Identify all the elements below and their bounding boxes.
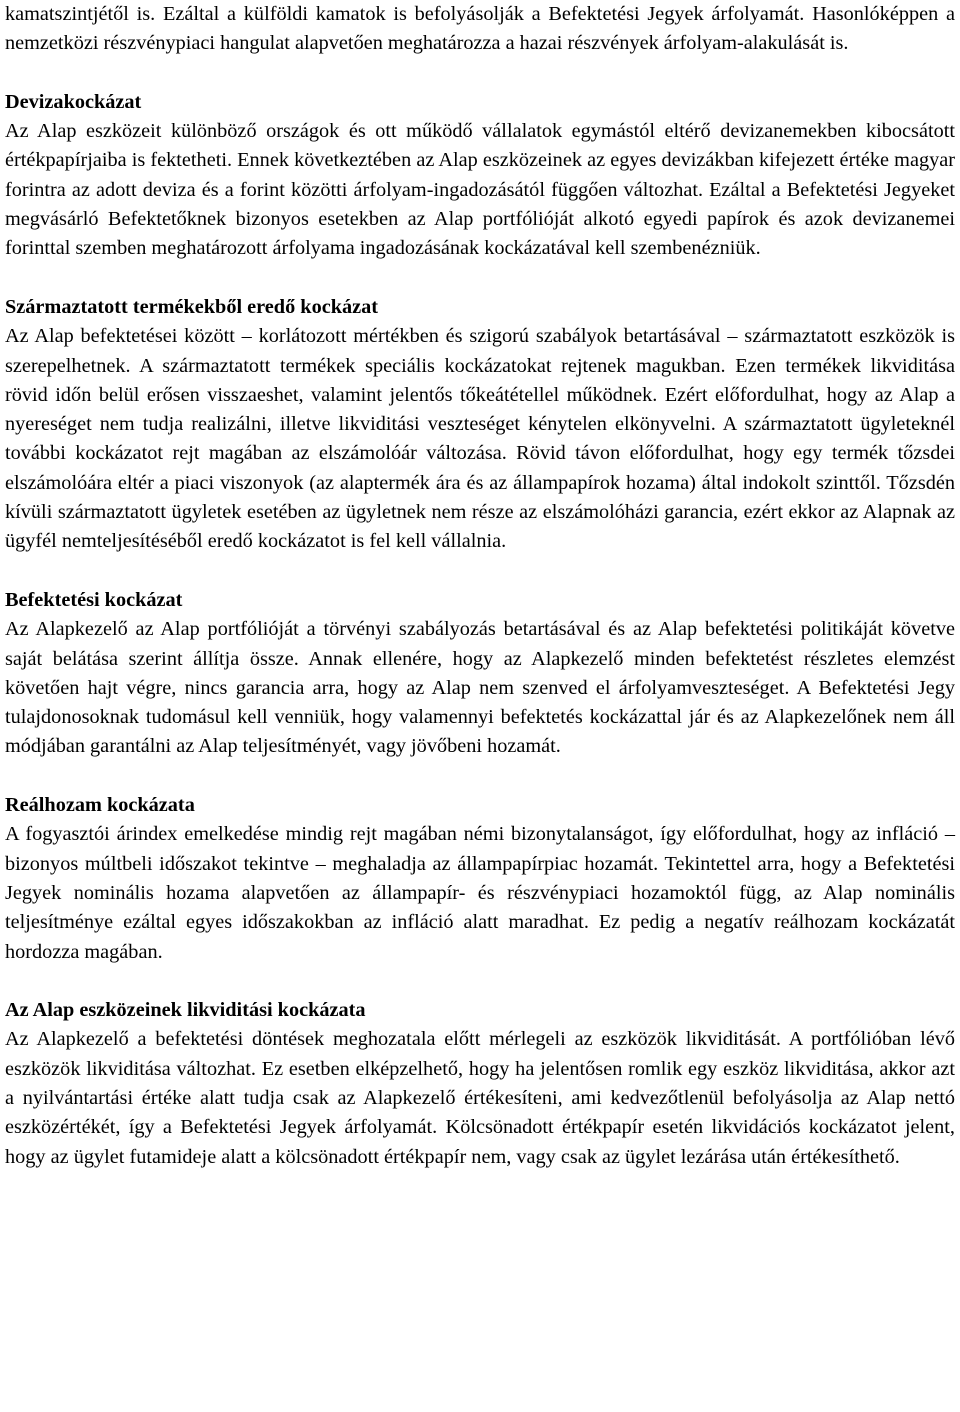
section-heading: Az Alap eszközeinek likviditási kockázata: [5, 999, 366, 1022]
section-paragraph: Az Alapkezelő a befektetési döntések meghozatala előtt mérlegeli az eszközök likviditását. A portfólióban lévő eszközök likviditása változhat. Ez esetben elképzelhető, hogy ha jelentősen romlik egy eszköz likviditása, akkor azt a nyilvántartási értéke alatt tudja csak az Alapkezelő értékesíteni, ami kedvezőtlenül befolyásolja az Alap nettó eszközértékét, így a Befektetési Jegyek árfolyamát. Kölcsönadott értékpapír esetén likvidációs kockázatot jelent, hogy az ügylet futamideje alatt a kölcsönadott értékpapír nem, vagy csak az ügylet lezárása után értékesíthető.: [5, 1028, 955, 1168]
section-realhozam-kockazata: [5, 791, 955, 967]
section-szarmaztatott-termekek: [5, 293, 955, 557]
section-heading: Származtatott termékekből eredő kockázat: [5, 295, 379, 318]
section-befektetesi-kockazat: [5, 586, 955, 762]
section-paragraph: Az Alapkezelő az Alap portfólióját a törvényi szabályozás betartásával és az Alap befektetési politikáját követve saját belátása szerint állítja össze. Annak ellenére, hogy az Alapkezelő minden befektetést részletes elemzést követően hajt végre, nincs garancia arra, hogy az Alap nem szenved el árfolyamveszteséget. A Befektetési Jegy tulajdonosoknak tudomásul kell venniük, hogy valamennyi befektetés kockázattal jár és az Alapkezelőnek nem áll módjában garantálni az Alap teljesítményét, vagy jövőbeni hozamát.: [5, 618, 955, 758]
section-heading: Devizakockázat: [5, 90, 142, 113]
section-devizakockazat: [5, 88, 955, 264]
section-likviditasi-kockazat: [5, 996, 955, 1172]
intro-paragraph: kamatszintjétől is. Ezáltal a külföldi kamatok is befolyásolják a Befektetési Jegyek árfolyamát. Hasonlóképpen a nemzetközi részvénypiaci hangulat alapvetően meghatározza a hazai részvények árfolyam-alakulását is.: [5, 3, 955, 55]
section-heading: Reálhozam kockázata: [5, 794, 195, 817]
section-paragraph: Az Alap eszközeit különböző országok és ott működő vállalatok egymástól eltérő devizanemekben kibocsátott értékpapírjaiba is fektetheti. Ennek következtében az Alap eszközeinek az egyes devizákban kifejezett értéke magyar forintra az adott deviza és a forint közötti árfolyam-ingadozásától függően változhat. Ezáltal a Befektetési Jegyeket megvásárló Befektetőknek bizonyos esetekben az Alap portfólióját alkotó egyedi papírok és azok devizanemei forinttal szemben meghatározott árfolyama ingadozásának kockázatával kell szembenézniük.: [5, 120, 955, 260]
section-paragraph: Az Alap befektetései között – korlátozott mértékben és szigorú szabályok betartásával – származtatott eszközök is szerepelhetnek. A származtatott termékek speciális kockázatokat rejtenek magukban. Ezen termékek likviditása rövid időn belül erősen visszaeshet, valamint jelentős tőkeátétellel működnek. Ezért előfordulhat, hogy az Alap a nyereséget nem tudja realizálni, illetve likviditási veszteséget kénytelen elkönyvelni. A származtatott ügyleteknél további kockázatot rejt magában az elszámolóár változása. Rövid távon előfordulhat, hogy egy termék tőzsdei elszámolóára eltér a piaci viszonyok (az alaptermék ára és az állampapírok hozama) által indokolt szinttől. Tőzsdén kívüli származtatott ügyletek esetében az ügyletnek nem része az elszámolóházi garancia, ezért ekkor az Alapnak az ügyfél nemteljesítéséből eredő kockázatot is fel kell vállalnia.: [5, 325, 955, 553]
section-heading: Befektetési kockázat: [5, 588, 183, 611]
section-paragraph: A fogyasztói árindex emelkedése mindig rejt magában némi bizonytalanságot, így előfordulhat, hogy az infláció – bizonyos múltbeli időszakot tekintve – meghaladja az állampapírpiac hozamát. Tekintettel arra, hogy a Befektetési Jegyek nominális hozama alapvetően az állampapír- és részvénypiaci hozamoktól függ, az Alap nominális teljesítménye ezáltal egyes időszakokban az infláció alatt maradhat. Ez pedig a negatív reálhozam kockázatát hordozza magában.: [5, 823, 955, 963]
